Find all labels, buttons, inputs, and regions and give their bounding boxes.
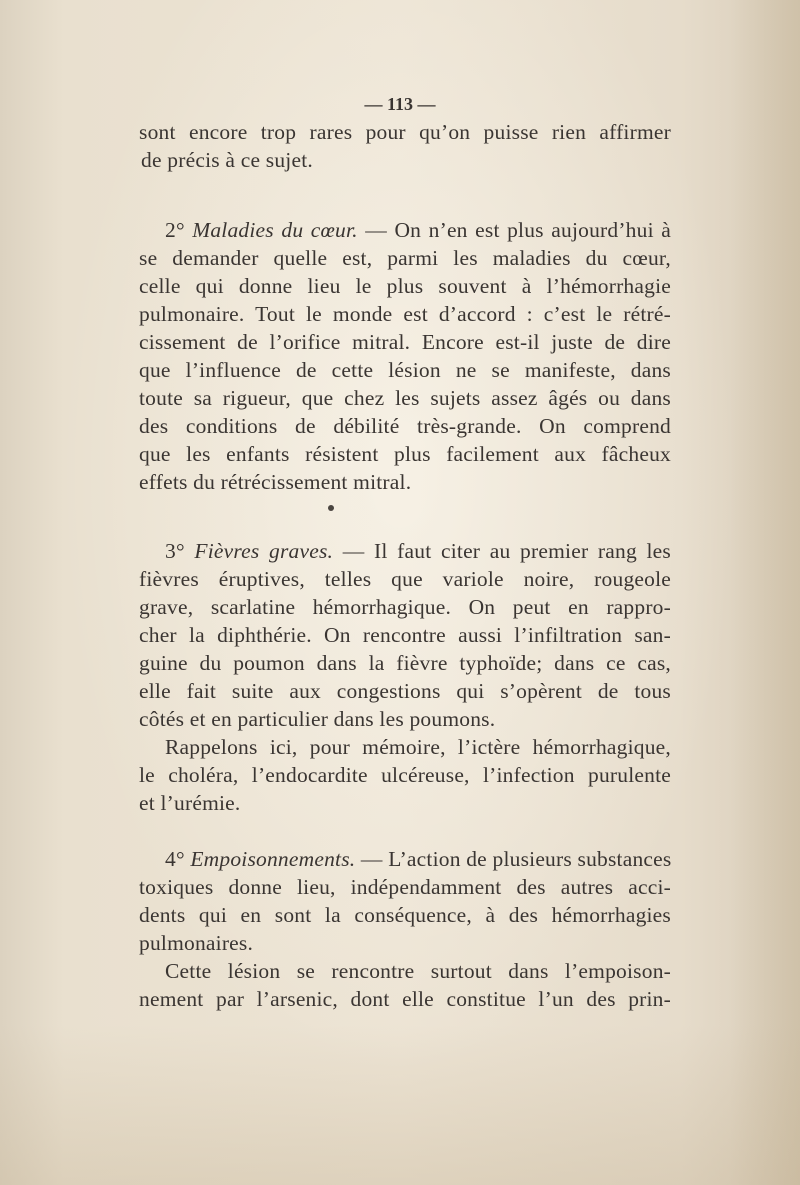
text-line: pulmonaires. — [139, 931, 254, 955]
text-line: grave, scarlatine hémorrhagique. On peut en rappro- — [139, 595, 671, 619]
text-line: dents qui en sont la conséquence, à des hémorrhagies — [139, 903, 671, 927]
text-line: et l’urémie. — [139, 791, 241, 815]
text-line: guine du poumon dans la fièvre typhoïde; dans ce cas, — [139, 651, 671, 675]
text-line: toute sa rigueur, que chez les sujets assez âgés ou dans — [139, 386, 671, 410]
text-line: le choléra, l’endocardite ulcéreuse, l’infection purulente — [139, 763, 671, 787]
text-line: fièvres éruptives, telles que variole noire, rougeole — [139, 567, 671, 591]
text-line: côtés et en particulier dans les poumons. — [139, 707, 496, 731]
ink-speck — [328, 505, 334, 511]
section-heading-line: 4° Empoisonnements. — L’action de plusieurs substances — [165, 847, 672, 871]
text-line: que l’influence de cette lésion ne se manifeste, dans — [139, 358, 671, 382]
text-line: effets du rétrécissement mitral. — [139, 470, 412, 494]
text-line: se demander quelle est, parmi les maladies du cœur, — [139, 246, 671, 270]
text-line: toxiques donne lieu, indépendamment des autres acci- — [139, 875, 671, 899]
text-line: de précis à ce sujet. — [141, 148, 313, 172]
text-line: des conditions de débilité très-grande. On comprend — [139, 414, 671, 438]
text-line: pulmonaire. Tout le monde est d’accord : c’est le rétré- — [139, 302, 671, 326]
page-edge-shadow — [730, 0, 800, 1185]
text-line: Cette lésion se rencontre surtout dans l’empoison- — [165, 959, 671, 983]
text-line: celle qui donne lieu le plus souvent à l’hémorrhagie — [139, 274, 671, 298]
text-line: cissement de l’orifice mitral. Encore est-il juste de dire — [139, 330, 671, 354]
text-line: nement par l’arsenic, dont elle constitue l’un des prin- — [139, 987, 671, 1011]
text-line: Rappelons ici, pour mémoire, l’ictère hémorrhagique, — [165, 735, 671, 759]
text-line: elle fait suite aux congestions qui s’opèrent de tous — [139, 679, 671, 703]
section-heading-line: 2° Maladies du cœur. — On n’en est plus aujourd’hui à — [165, 218, 671, 242]
text-line: que les enfants résistent plus facilement aux fâcheux — [139, 442, 671, 466]
section-heading-line: 3° Fièvres graves. — Il faut citer au premier rang les — [165, 539, 671, 563]
page-number: — 113 — — [364, 94, 436, 114]
text-line: cher la diphthérie. On rencontre aussi l’infiltration san- — [139, 623, 671, 647]
page-bottom-shadow — [0, 1025, 800, 1185]
text-line: sont encore trop rares pour qu’on puisse rien affirmer — [139, 120, 671, 144]
